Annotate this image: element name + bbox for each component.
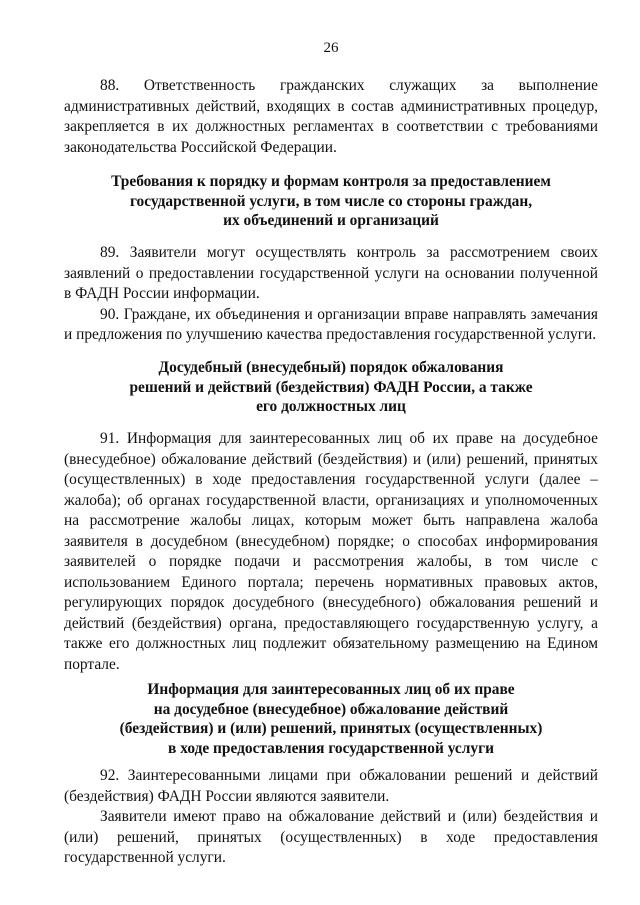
section-heading-control [64, 172, 598, 231]
paragraph-88: 88. Ответственность гражданских служащих за выполнение административных действий, входящих в состав административных процедур, закрепляется в их должностных регламентах в соответствии с требованиями законодательства Российской Федерации. [64, 77, 598, 156]
section-heading-appeal [64, 358, 598, 417]
paragraph-91-block [64, 429, 598, 675]
heading-line: Требования к порядку и формам контроля за предоставлением [111, 173, 551, 190]
paragraph-92-continuation: Заявители имеют право на обжалование действий и (или) бездействия и (или) решений, принятых (осуществленных) в ходе предоставления государственной услуги. [64, 808, 598, 866]
heading-line: (бездействия) и (или) решений, принятых (осуществленных) [119, 720, 543, 737]
heading-line: Досудебный (внесудебный) порядок обжалования [158, 359, 504, 376]
heading-line: государственной услуги, в том числе со стороны граждан, [129, 192, 533, 210]
paragraph-91: 91. Информация для заинтересованных лиц об их праве на досудебное (внесудебное) обжалование действий (бездействия) и (или) решений, принятых (осуществленных) в ходе предоставления государственной услуги (далее – жалоба); об органах государственной власти, организациях и уполномоченных на рассмотрение жалобы лицах, которым может быть направлена жалоба заявителя в досудебном (внесудебном) порядке; о способах информирования заявителей о порядке подачи и рассмотрения жалобы, в том числе с использованием Единого портала; перечень нормативных правовых актов, регулирующих порядок досудебного (внесудебного) обжалования решений и действий (бездействия) органа, предоставляющего государственную услугу, а также его должностных лиц подлежит обязательному размещению на Едином портале. [64, 430, 598, 673]
paragraph-88-block [64, 76, 598, 158]
paragraph-92: 92. Заинтересованными лицами при обжаловании решений и действий (бездействия) ФАДН России являются заявители. [64, 767, 598, 805]
heading-line: их объединений и организаций [223, 212, 439, 229]
heading-line: решений и действий (бездействия) ФАДН России, а также [129, 378, 533, 396]
heading-line: в ходе предоставления государственной услуги [168, 739, 494, 757]
heading-line: на досудебное (внесудебное) обжалование действий [153, 700, 509, 718]
page-number: 26 [323, 40, 339, 56]
section-heading-information [64, 680, 598, 758]
paragraph-89: 89. Заявители могут осуществлять контроль за рассмотрением своих заявлений о предоставлении государственной услуги на основании полученной в ФАДН России информации. [64, 244, 598, 302]
paragraph-90: 90. Граждане, их объединения и организации вправе направлять замечания и предложения по улучшению качества предоставления государственной услуги. [64, 305, 598, 343]
paragraphs-89-90-block [64, 243, 598, 346]
paragraph-92-block [64, 766, 598, 869]
heading-line: его должностных лиц [256, 398, 406, 415]
heading-line: Информация для заинтересованных лиц об их праве [147, 681, 515, 698]
